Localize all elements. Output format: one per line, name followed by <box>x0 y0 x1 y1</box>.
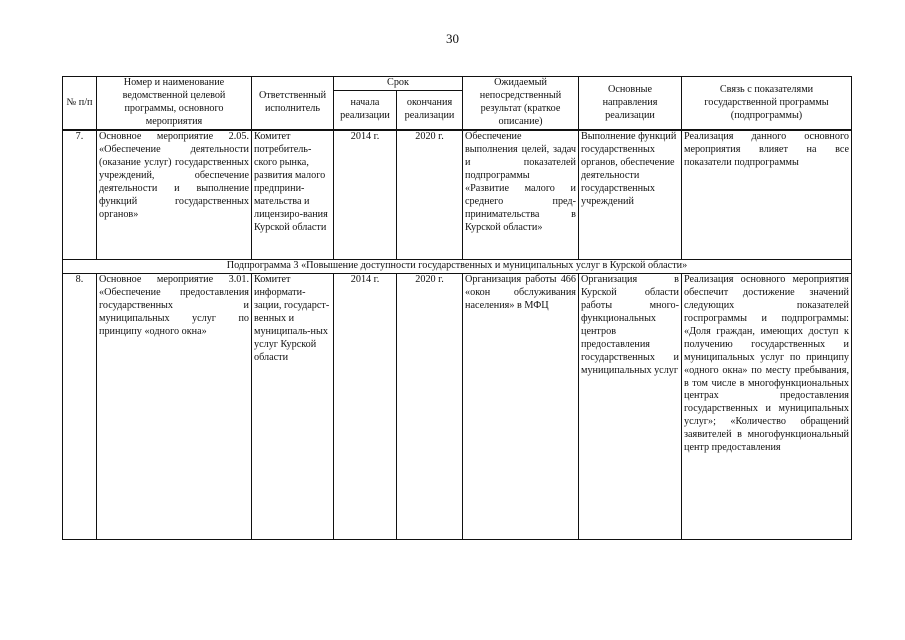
row-end: 2020 г. <box>397 274 463 540</box>
table-row <box>63 130 852 260</box>
header-num: № п/п <box>63 77 97 131</box>
row-program: Основное мероприятие 3.01. «Обеспечение предоставления государственных и муниципальных услуг по принципу «одного окна» <box>97 274 252 540</box>
program-table <box>62 76 852 540</box>
row-start: 2014 г. <box>334 130 397 260</box>
subprogram-title: Подпрограмма 3 «Повышение доступности государственных и муниципальных услуг в Курской области» <box>63 260 852 274</box>
header-end: окончания реализации <box>397 90 463 130</box>
row-end: 2020 г. <box>397 130 463 260</box>
header-directions: Основные направления реализации <box>579 77 682 131</box>
row-result: Обеспечение выполнения целей, задач и показателей подпрограммы «Развитие малого и среднего пред-принимательства в Курской области» <box>463 130 579 260</box>
row-link: Реализация основного мероприятия обеспечит достижение значений следующих показателей госпрограммы и подпрограммы: «Доля граждан, имеющих доступ к получению государственных и муниципальных услуг по принципу «одного окна» по месту пребывания, в том числе в многофункциональных центрах предоставления государственных и муниципальных услуг»; «Количество обращений заявителей в многофункциональный центр предоставления <box>682 274 852 540</box>
header-executor: Ответственный исполнитель <box>252 77 334 131</box>
header-start: начала реализации <box>334 90 397 130</box>
row-num: 7. <box>63 130 97 260</box>
row-num: 8. <box>63 274 97 540</box>
row-executor: Комитет информати-зации, государст-венных и муниципаль-ных услуг Курской области <box>252 274 334 540</box>
header-row-1 <box>63 77 852 91</box>
header-link: Связь с показателями государственной программы (подпрограммы) <box>682 77 852 131</box>
header-result: Ожидаемый непосредственный результат (краткое описание) <box>463 77 579 131</box>
row-start: 2014 г. <box>334 274 397 540</box>
row-directions: Организация в Курской области работы много-функциональных центров предоставления государственных и муниципальных услуг <box>579 274 682 540</box>
header-program: Номер и наименование ведомственной целевой программы, основного мероприятия <box>97 77 252 131</box>
row-link: Реализация данного основного мероприятия влияет на все показатели подпрограммы <box>682 130 852 260</box>
header-term: Срок <box>334 77 463 91</box>
row-executor: Комитет потребитель-ского рынка, развития малого предприни-мательства и лицензиро-вания Курской области <box>252 130 334 260</box>
row-directions: Выполнение функций государственных органов, обеспечение деятельности государственных учреждений <box>579 130 682 260</box>
row-result: Организация работы 466 «окон обслуживания населения» в МФЦ <box>463 274 579 540</box>
row-program: Основное мероприятие 2.05. «Обеспечение деятельности (оказание услуг) государственных учреждений, обеспечение деятельности и выполнение функций государственных органов» <box>97 130 252 260</box>
page-number: 30 <box>446 31 459 46</box>
subprogram-row <box>63 260 852 274</box>
table-row <box>63 274 852 540</box>
